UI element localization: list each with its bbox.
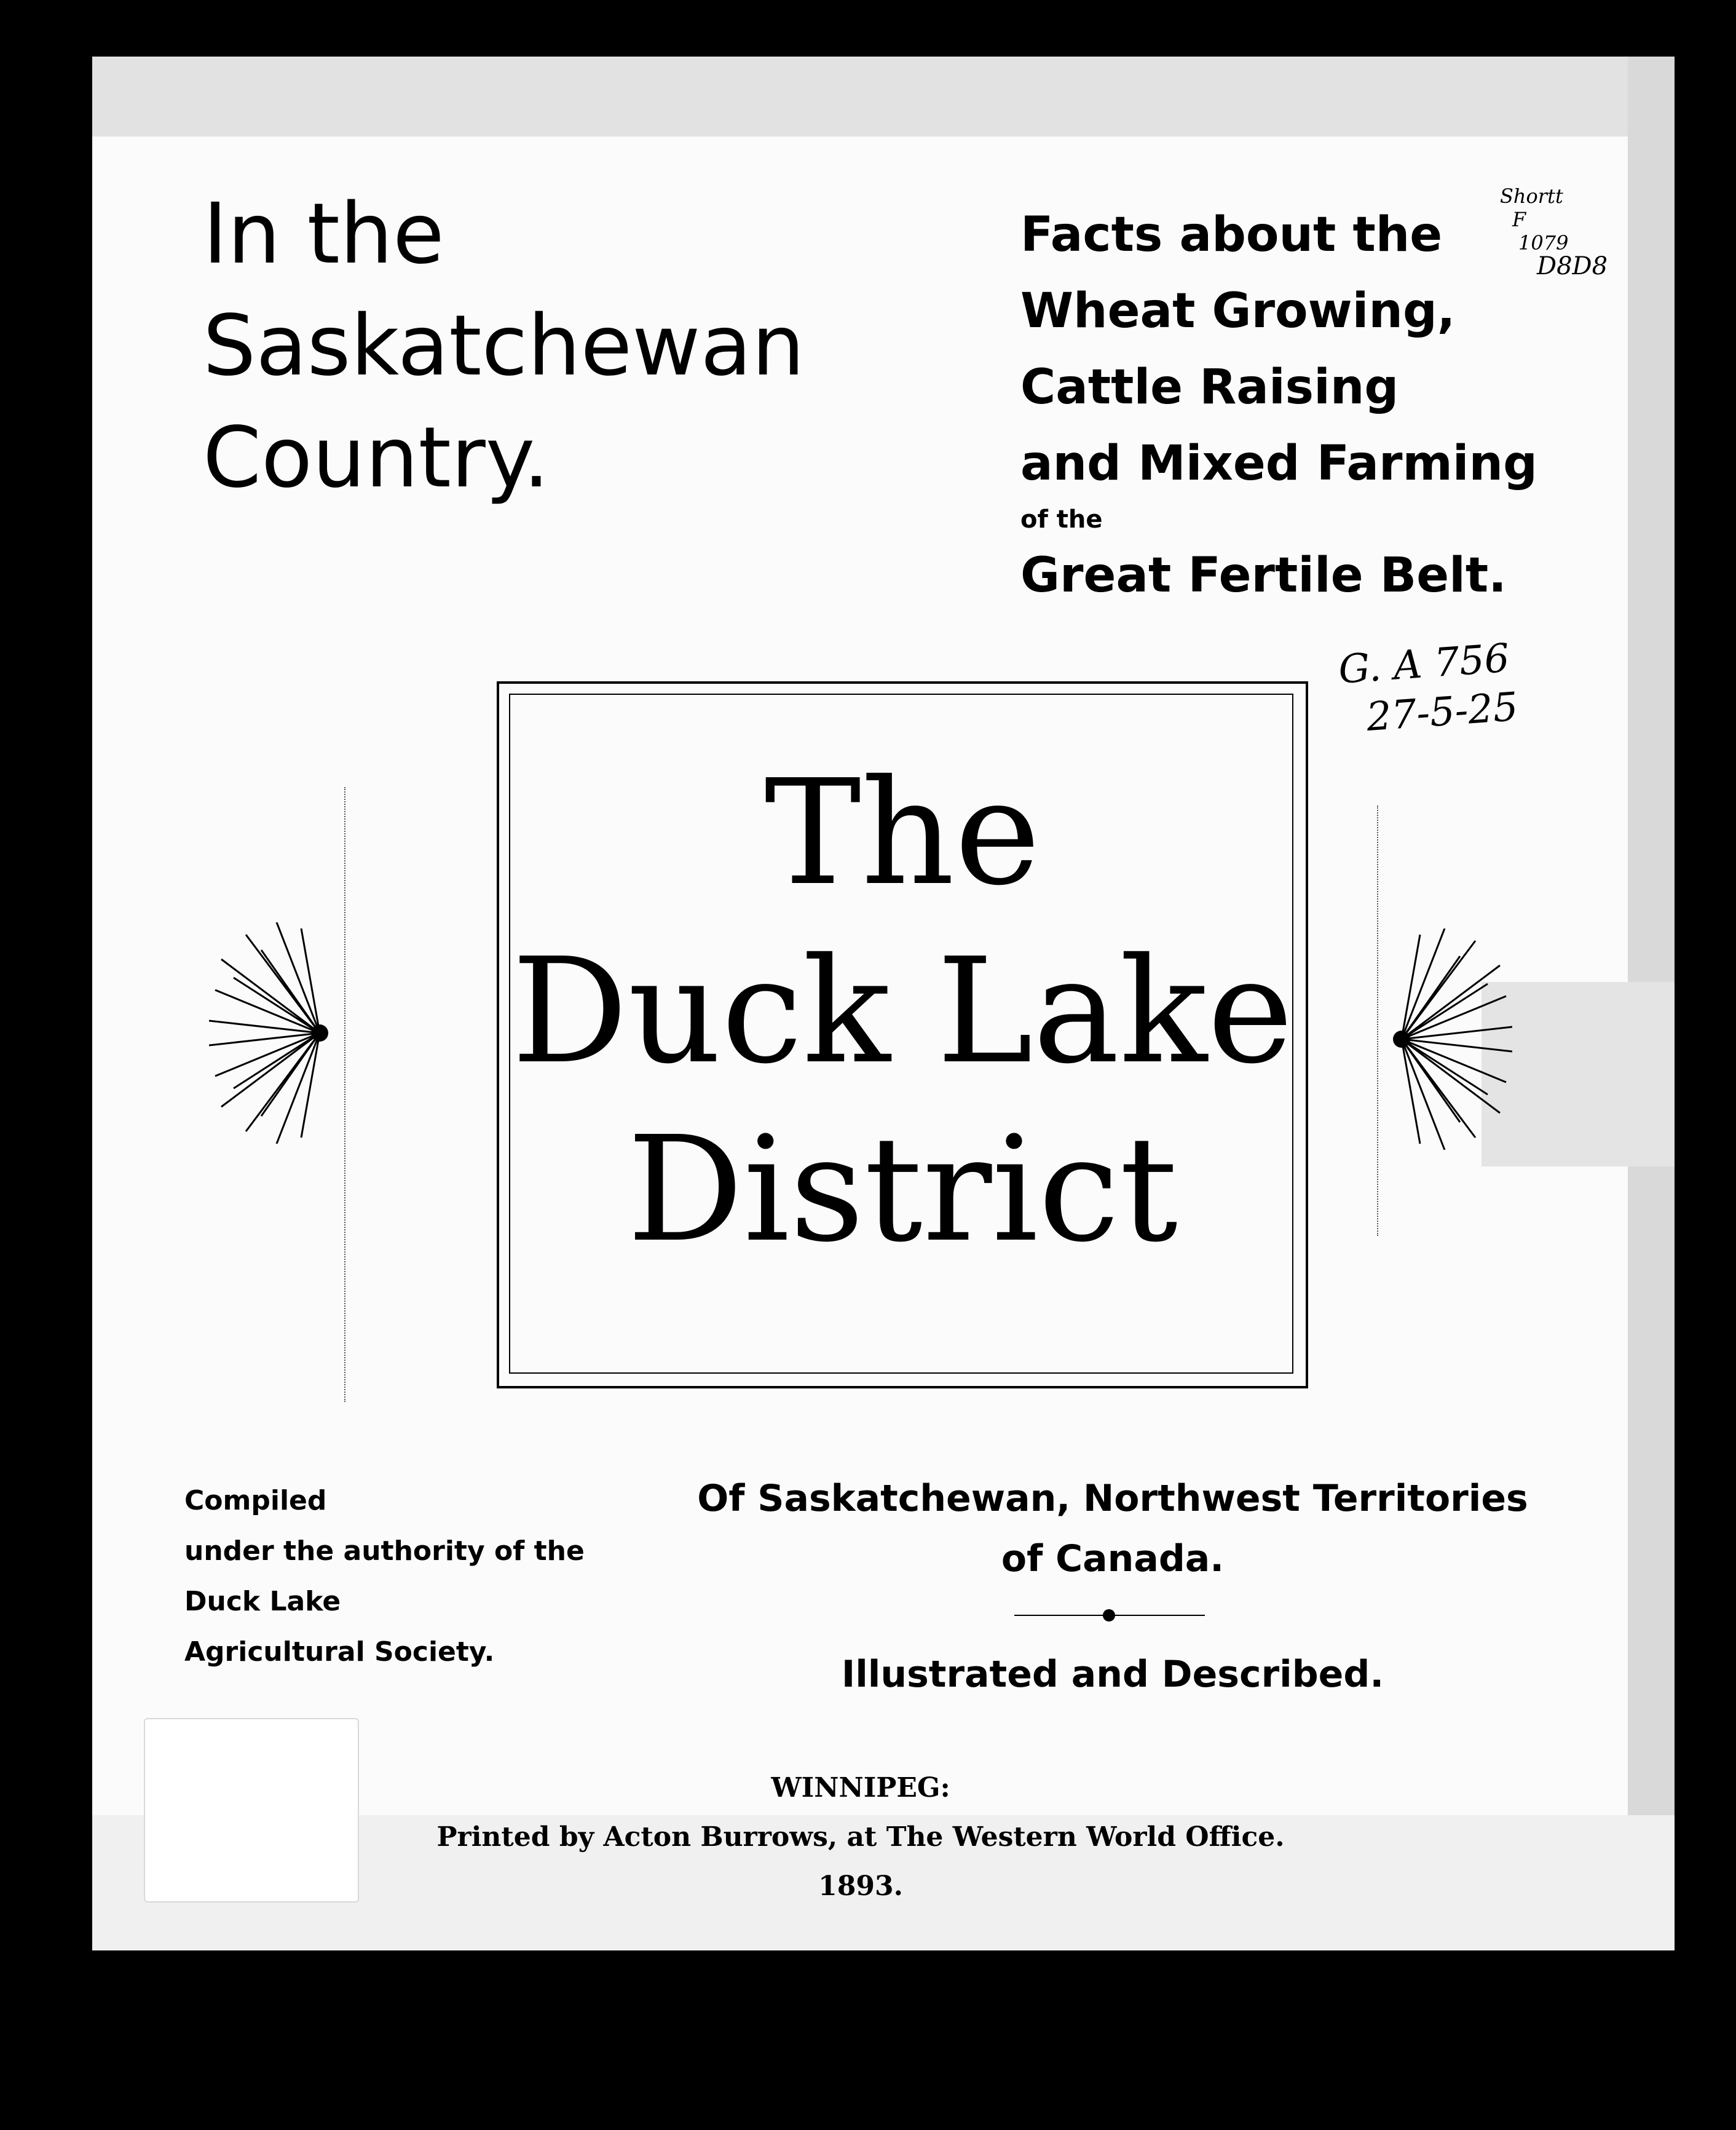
main-title bbox=[497, 744, 1308, 1279]
right-title bbox=[1020, 197, 1537, 614]
accession-line: 27-5-25 bbox=[1365, 684, 1520, 741]
accession-line: G. A 756 bbox=[1336, 635, 1511, 694]
left-dotted-rule bbox=[344, 787, 345, 1402]
compiled-line: Agricultural Society. bbox=[184, 1636, 495, 1668]
right-title-line: Wheat Growing, bbox=[1020, 283, 1456, 339]
call-number-line: D8D8 bbox=[1537, 252, 1608, 280]
illustrated-line: Illustrated and Described. bbox=[841, 1653, 1384, 1696]
call-number-handwriting bbox=[1500, 184, 1608, 278]
main-title-line: Duck Lake bbox=[511, 927, 1293, 1096]
subtitle bbox=[664, 1468, 1561, 1589]
left-sunburst-ornament bbox=[209, 922, 332, 1144]
subtitle-line: of Canada. bbox=[1001, 1537, 1225, 1580]
imprint-city: WINNIPEG: bbox=[771, 1772, 950, 1803]
imprint-year: 1893. bbox=[818, 1871, 903, 1902]
subtitle-line: Of Saskatchewan, Northwest Territories bbox=[697, 1477, 1528, 1520]
imprint-printer: Printed by Acton Burrows, at The Western World Office. bbox=[436, 1821, 1285, 1853]
left-title-line: Country. bbox=[203, 410, 550, 507]
divider-dot bbox=[1103, 1609, 1115, 1621]
right-title-line: Facts about the bbox=[1020, 207, 1443, 263]
compiled-line: Duck Lake bbox=[184, 1586, 341, 1617]
main-title-line: District bbox=[627, 1105, 1178, 1274]
call-number-line: 1079 bbox=[1518, 231, 1569, 255]
call-number-line: F bbox=[1512, 208, 1526, 231]
left-title-line: Saskatchewan bbox=[203, 298, 805, 395]
imprint bbox=[307, 1764, 1414, 1911]
accession-handwriting bbox=[1337, 633, 1520, 744]
call-number-line: Shortt bbox=[1500, 184, 1563, 208]
compiled-line: Compiled bbox=[184, 1485, 327, 1516]
right-dotted-rule bbox=[1377, 806, 1378, 1236]
top-discoloration bbox=[92, 57, 1675, 137]
right-title-last: Great Fertile Belt. bbox=[1020, 548, 1507, 603]
compiled-line: under the authority of the bbox=[184, 1535, 585, 1567]
left-title bbox=[203, 178, 805, 514]
right-sunburst-ornament bbox=[1389, 928, 1512, 1150]
right-title-line: Cattle Raising bbox=[1020, 360, 1399, 415]
right-title-small: of the bbox=[1020, 505, 1103, 534]
compiled-credit bbox=[184, 1476, 585, 1677]
right-title-line: and Mixed Farming bbox=[1020, 436, 1537, 491]
main-title-line: The bbox=[764, 748, 1041, 917]
left-title-line: In the bbox=[203, 186, 444, 283]
